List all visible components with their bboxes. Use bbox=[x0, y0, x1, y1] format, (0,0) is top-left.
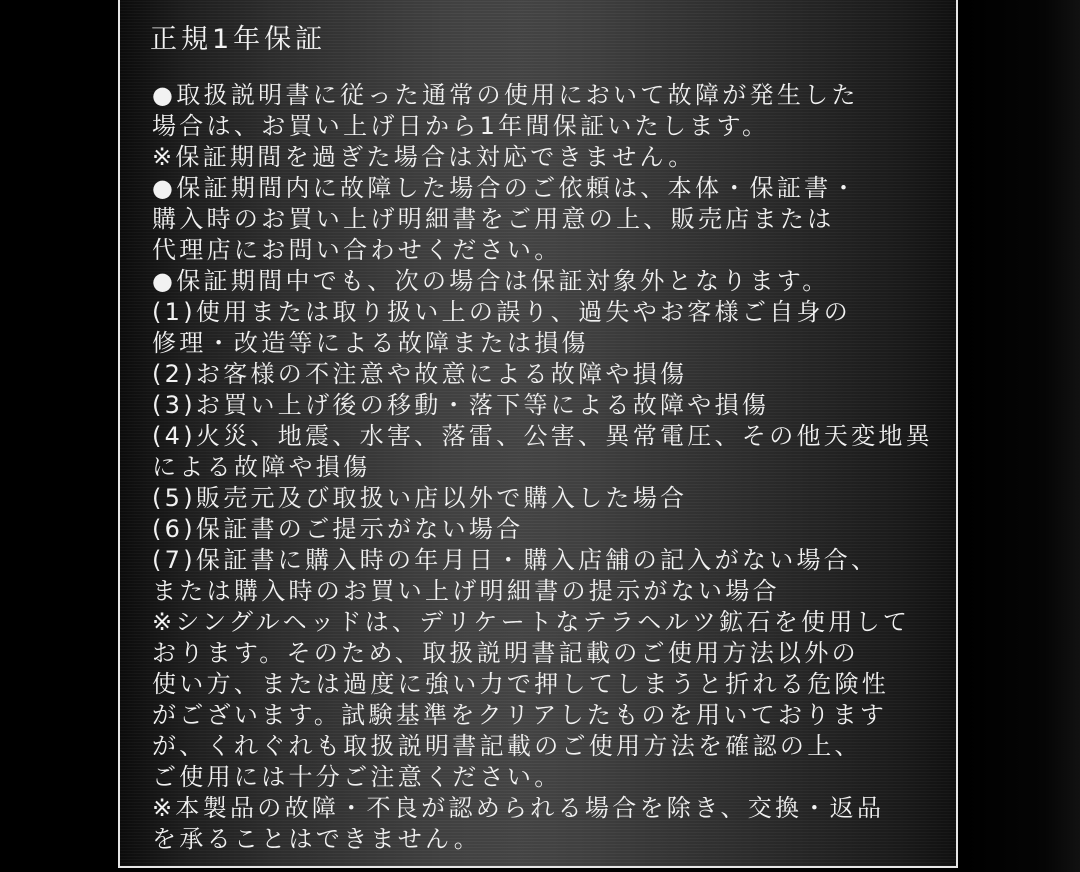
warranty-text bbox=[152, 80, 952, 855]
text-line: 修理・改造等による故障または損傷 bbox=[152, 329, 589, 357]
text-line: が、くれぐれも取扱説明書記載のご使用方法を確認の上、 bbox=[152, 732, 862, 760]
warranty-title: 正規1年保証 bbox=[150, 24, 327, 55]
text-line: (2)お客様の不注意や故意による故障や損傷 bbox=[152, 360, 688, 388]
text-line: (3)お買い上げ後の移動・落下等による故障や損傷 bbox=[152, 391, 770, 419]
text-line: ●取扱説明書に従った通常の使用において故障が発生した bbox=[152, 81, 859, 109]
text-line: 使い方、または過度に強い力で押してしまうと折れる危険性 bbox=[152, 670, 890, 698]
text-line: 場合は、お買い上げ日から1年間保証いたします。 bbox=[152, 112, 770, 140]
text-line: がございます。試験基準をクリアしたものを用いております bbox=[152, 701, 888, 729]
text-line: ※本製品の故障・不良が認められる場合を除き、交換・返品 bbox=[152, 794, 885, 822]
text-line: (5)販売元及び取扱い店以外で購入した場合 bbox=[152, 484, 688, 512]
text-line: または購入時のお買い上げ明細書の提示がない場合 bbox=[152, 577, 780, 605]
text-line: (6)保証書のご提示がない場合 bbox=[152, 515, 524, 543]
text-line: (1)使用または取り扱い上の誤り、過失やお客様ご自身の bbox=[152, 298, 852, 326]
text-line: を承ることはできません。 bbox=[152, 825, 482, 853]
text-line: ●保証期間中でも、次の場合は保証対象外となります。 bbox=[152, 267, 830, 295]
warranty-panel bbox=[118, 0, 958, 868]
text-line: ●保証期間内に故障した場合のご依頼は、本体・保証書・ bbox=[152, 174, 859, 202]
text-line: ※保証期間を過ぎた場合は対応できません。 bbox=[152, 143, 696, 171]
text-line: おります。そのため、取扱説明書記載のご使用方法以外の bbox=[152, 639, 859, 667]
text-line: による故障や損傷 bbox=[152, 453, 371, 481]
text-line: ※シングルヘッドは、デリケートなテラヘルツ鉱石を使用して bbox=[152, 608, 911, 636]
background-strip bbox=[962, 0, 1080, 872]
text-line: (4)火災、地震、水害、落雷、公害、異常電圧、その他天変地異 bbox=[152, 422, 933, 450]
text-line: 代理店にお問い合わせください。 bbox=[152, 236, 562, 264]
text-line: 購入時のお買い上げ明細書をご用意の上、販売店または bbox=[152, 205, 835, 233]
text-line: ご使用には十分ご注意ください。 bbox=[152, 763, 562, 791]
text-line: (7)保証書に購入時の年月日・購入店舗の記入がない場合、 bbox=[152, 546, 879, 574]
